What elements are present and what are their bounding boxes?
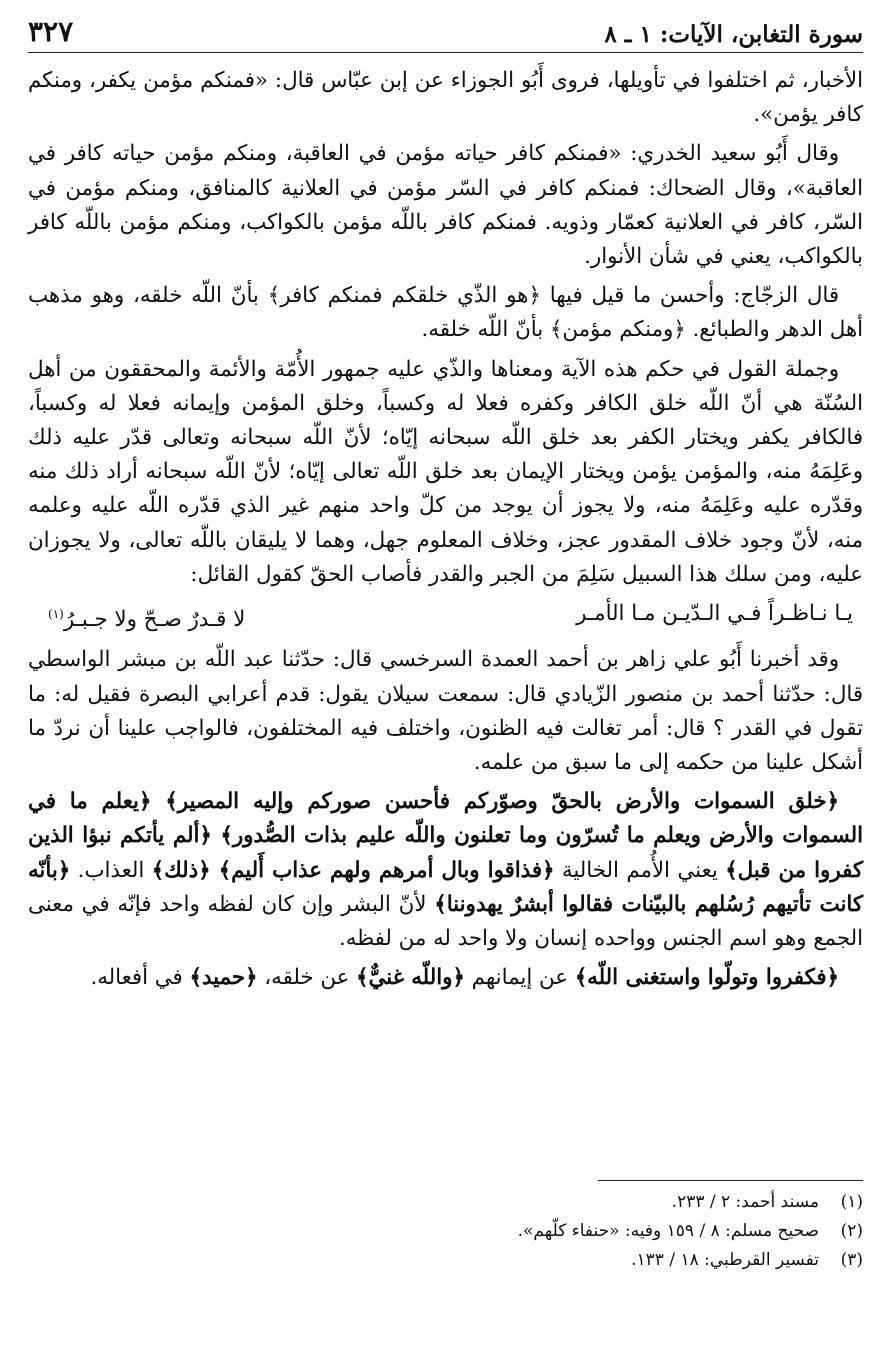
commentary-text: العذاب. [70, 857, 152, 883]
poem-hemistich-2: لا قـدرٌ صـحّ ولا جـبـرُ$^{(١)}$ [48, 607, 246, 633]
paragraph: وجملة القول في حكم هذه الآية ومعناها والذّي عليه جمهور الأُمّة والأئمة والمحققون من أهل السُنّة هي أنّ اللّه خلق الكافر وكفره فعلا له وكسباً، وخلق المؤمن وإيمانه فعلا له وكسباً، فالكافر يكفر ويختار الكفر بعد خلق اللّه سبحانه إيّاه؛ لأنّ اللّه سبحانه وتعالى قدّر عليه ذلك وعَلِمَهُ منه، والمؤمن يؤمن ويختار الإيمان بعد خلق اللّه تعالى إيّاه؛ لأنّ اللّه سبحانه أراد ذلك منه وقدّره عليه وعَلِمَهُ منه، ولا يجوز أن يوجد من كلّ واحد منهم غير الذي قدّره اللّه عليه وعلمه منه، لأنّ وجود خلاف المقدور عجز، وخلاف المعلوم جهل، وهما لا يليقان باللّه تعالى، ولا يجوزان عليه، ومن سلك هذا السبيل سَلِمَ من الجبر والقدر فأصاب الحقّ كقول القائل: [28, 356, 863, 587]
quran-verse: ﴿فكفروا وتولّوا واستغنى اللّه﴾ [574, 965, 839, 991]
running-title: سورة التغابن، الآيات: ١ ـ ٨ [604, 21, 863, 48]
poem-verse [28, 597, 863, 637]
footnotes [263, 1188, 863, 1275]
footnote-number: (٣) [840, 1250, 863, 1270]
paragraph: الأخبار، ثم اختلفوا في تأويلها، فروى أَبُو الجوزاء عن إبن عبّاس قال: «فمنكم مؤمن يكفر، ومنكم كافر يؤمن». [28, 68, 863, 128]
commentary-text: لأنّ البشر وإن كان لفظه واحد فإنّه في معنى الجمع وهو اسم الجنس وواحده إنسان ولا واحد له من لفظه. [28, 891, 863, 951]
footnote-number: (١) [840, 1192, 863, 1212]
page-number: ٣٢٧ [28, 15, 74, 48]
paragraph: وقد أخبرنا أَبُو علي زاهر بن أحمد العمدة السرخسي قال: حدّثنا عبد اللّه بن مبشر الواسطي قال: حدّثنا أحمد بن منصور الزّيادي قال: سمعت سيلان يقول: قدم أعرابي البصرة فقيل له: ما تقول في القدر ؟ قال: أمر تغالت فيه الظنون، واختلف فيه المختلفون، فالواجب علينا أن نردّ ما أشكل علينا من حكمه إلى ما سبق من علمه. [28, 647, 863, 775]
paragraph: قال الزجّاج: وأحسن ما قيل فيها ﴿هو الذّي خلقكم فمنكم كافر﴾ بأنّ اللّه خلقه، وهو مذهب أهل الدهر والطبائع. ﴿ومنكم مؤمن﴾ بأنّ اللّه خلقه. [28, 283, 863, 343]
footnote-text: صحيح مسلم: ٨ / ١٥٩ وفيه: «حنفاء كلّهم». [517, 1221, 819, 1241]
paragraph: وقال أَبُو سعيد الخدري: «فمنكم كافر حياته مؤمن في العاقبة، ومنكم مؤمن حياته كافر في العاقبة»، وقال الضحاك: فمنكم كافر في السّر مؤمن في العلانية كالمنافق، ومنكم مؤمن في السّر، كافر في العلانية كعمّار وذويه. فمنكم كافر باللّه مؤمن بالكواكب، ومنكم مؤمن باللّه كافر بالكواكب، يعني في شأن الأنوار. [28, 141, 863, 270]
footnote [263, 1217, 863, 1246]
main-text [28, 64, 863, 1000]
poem-hemistich-1: يـا نـاظـراً فـي الـدّيـن مـا الأمـر [576, 601, 853, 627]
quran-verse: ﴿خلق السموات والأرض بالحقّ وصوّركم فأحسن صوركم وإليه المصير﴾ ﴿يعلم ما في السموات والأرض ويعلم ما تُسرّون وما تعلنون واللّه عليم بذات الصُّدور﴾ ﴿ألم يأتكم نبؤا الذين كفروا من قبل﴾ [28, 789, 863, 883]
footnote-marker: (١) [48, 607, 64, 622]
footnote [263, 1246, 863, 1275]
footnote-text: تفسير القرطبي: ١٨ / ١٣٣. [631, 1250, 819, 1270]
quran-verse: ﴿حميد﴾ [189, 965, 258, 991]
footnote [263, 1188, 863, 1217]
footnote-divider [598, 1180, 863, 1181]
commentary-text: في أفعاله. [90, 965, 190, 991]
verses-paragraph [28, 785, 863, 956]
verses-paragraph [28, 961, 863, 995]
quran-verse: ﴿واللّه غنيٌّ﴾ [356, 965, 465, 991]
quran-verse: ﴿بأنّه كانت تأتيهم رُسُلهم بالبيّنات فقالوا أبشرٌ يهدوننا﴾ [28, 857, 863, 917]
quran-verse: ﴿فذاقوا وبال أمرهم ولهم عذاب أَليم﴾ ﴿ذلك﴾ [151, 857, 555, 883]
commentary-text: عن خلقه، [257, 965, 357, 991]
commentary-text: عن إيمانهم [464, 965, 575, 991]
footnote-text: مسند أحمد: ٢ / ٢٣٣. [671, 1192, 819, 1212]
commentary-text: يعني الأُمم الخالية [554, 857, 726, 883]
page-header [28, 8, 863, 53]
footnote-number: (٢) [840, 1221, 863, 1241]
